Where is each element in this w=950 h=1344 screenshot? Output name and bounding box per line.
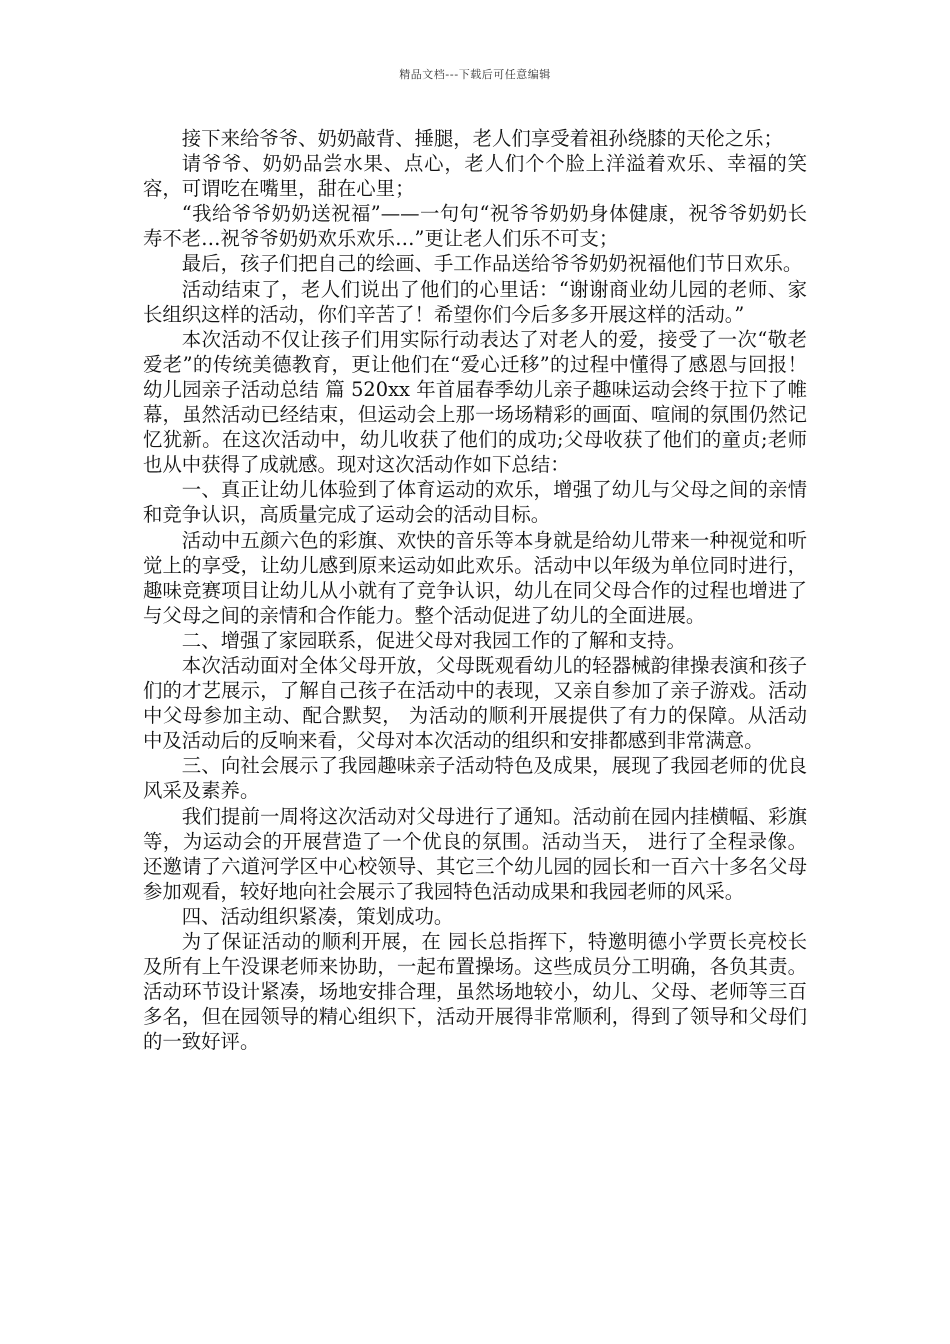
- paragraph: 为了保证活动的顺利开展，在 园长总指挥下，特邀明德小学贾长亮校长及所有上午没课老师来协助，一起布置操场。这些成员分工明确，各负其责。活动环节设计紧凑，场地安排合理，虽然场地较小，幼儿、父母、老师等三百多名，但在园领导的精心组织下，活动开展得非常顺利，得到了领导和父母们的一致好评。: [143, 930, 807, 1054]
- section-heading-3: 三、向社会展示了我园趣味亲子活动特色及成果，展现了我园老师的优良风采及素养。: [143, 754, 807, 803]
- document-body: [143, 126, 807, 1054]
- paragraph: 本次活动不仅让孩子们用实际行动表达了对老人的爱，接受了一次“敬老爱老”的传统美德教育，更让他们在“爱心迁移”的过程中懂得了感恩与回报！幼儿园亲子活动总结 篇 520xx 年首届春季幼儿亲子趣味运动会终于拉下了帷幕，虽然活动已经结束，但运动会上那一场场精彩的画面、喧闹的氛围仍然记忆犹新。在这次活动中，幼儿收获了他们的成功;父母收获了他们的童贞;老师也从中获得了成就感。现对这次活动作如下总结：: [143, 327, 807, 477]
- section-heading-1: 一、真正让幼儿体验到了体育运动的欢乐，增强了幼儿与父母之间的亲情和竞争认识，高质量完成了运动会的活动目标。: [143, 478, 807, 527]
- page-header: 精品文档---下载后可任意编辑: [399, 68, 551, 81]
- paragraph: 请爷爷、奶奶品尝水果、点心，老人们个个脸上洋溢着欢乐、幸福的笑容，可谓吃在嘴里，甜在心里；: [143, 152, 807, 201]
- paragraph: 活动中五颜六色的彩旗、欢快的音乐等本身就是给幼儿带来一种视觉和听觉上的享受，让幼儿感到原来运动如此欢乐。活动中以年级为单位同时进行，趣味竞赛项目让幼儿从小就有了竞争认识，幼儿在同父母合作的过程也增进了与父母之间的亲情和合作能力。整个活动促进了幼儿的全面进展。: [143, 528, 807, 627]
- paragraph: “我给爷爷奶奶送祝福”——一句句“祝爷爷奶奶身体健康，祝爷爷奶奶长寿不老…祝爷爷奶奶欢乐欢乐…”更让老人们乐不可支；: [143, 202, 807, 251]
- paragraph: 我们提前一周将这次活动对父母进行了通知。活动前在园内挂横幅、彩旗等，为运动会的开展营造了一个优良的氛围。活动当天， 进行了全程录像。还邀请了六道河学区中心校领导、其它三个幼儿园的园长和一百六十多名父母参加观看，较好地向社会展示了我园特色活动成果和我园老师的风采。: [143, 804, 807, 903]
- paragraph: 最后，孩子们把自己的绘画、手工作品送给爷爷奶奶祝福他们节日欢乐。: [181, 252, 803, 276]
- paragraph: 本次活动面对全体父母开放，父母既观看幼儿的轻器械韵律操表演和孩子们的才艺展示，了解自己孩子在活动中的表现，又亲自参加了亲子游戏。活动中父母参加主动、配合默契， 为活动的顺利开展提供了有力的保障。从活动中及活动后的反响来看，父母对本次活动的组织和安排都感到非常满意。: [143, 653, 807, 753]
- paragraph: 活动结束了，老人们说出了他们的心里话：“谢谢商业幼儿园的老师、家长组织这样的活动，你们辛苦了！希望你们今后多多开展这样的活动。”: [143, 277, 807, 326]
- section-heading-2: 二、增强了家园联系，促进父母对我园工作的了解和支持。: [181, 628, 686, 652]
- section-heading-4: 四、活动组织紧凑，策划成功。: [181, 904, 454, 928]
- paragraph: 接下来给爷爷、奶奶敲背、捶腿，老人们享受着祖孙绕膝的天伦之乐；: [181, 127, 783, 150]
